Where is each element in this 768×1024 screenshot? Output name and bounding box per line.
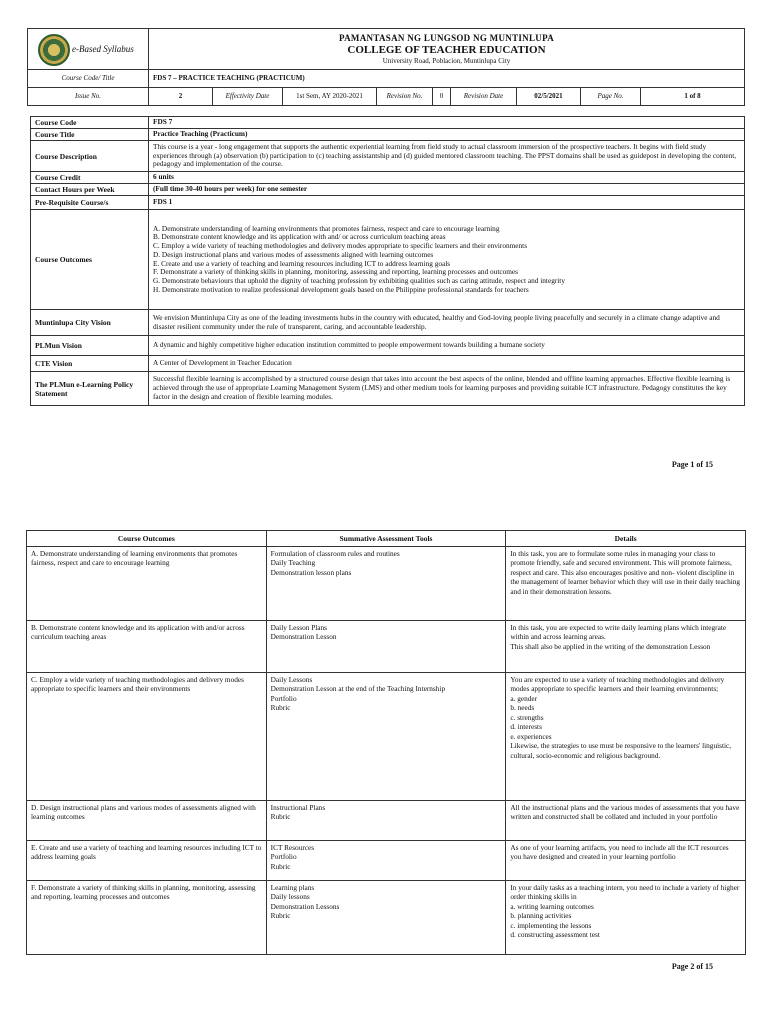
tools-cell xyxy=(266,841,506,881)
description-key: Course Description xyxy=(31,141,149,172)
course-title-info: Practice Teaching (Practicum) xyxy=(149,129,745,141)
table-row xyxy=(27,881,746,955)
course-code-info: FDS 7 xyxy=(149,117,745,129)
page-number: Page 2 of 15 xyxy=(671,962,713,971)
tool-item: Rubric xyxy=(270,911,291,921)
tool-item: Instructional Plans xyxy=(270,803,326,812)
table-row xyxy=(27,673,746,801)
course-code-value: FDS 7 – PRACTICE TEACHING (PRACTICUM) xyxy=(149,70,745,88)
detail-item: d. constructing assessment test xyxy=(510,930,600,940)
issue-label: Issue No. xyxy=(28,88,149,106)
course-info-table xyxy=(30,116,745,406)
column-header: Course Outcomes xyxy=(27,531,267,547)
tool-item: Demonstration Lesson at the end of the Teaching Internship xyxy=(270,684,446,694)
credit-key: Course Credit xyxy=(31,172,149,184)
outcome-cell: B. Demonstrate content knowledge and its application with and/or across curriculum teaching areas xyxy=(27,621,267,673)
table-row xyxy=(27,801,746,841)
page-number: Page 1 of 15 xyxy=(671,460,713,469)
tools-cell xyxy=(266,881,506,955)
outcome-item: E. Create and use a variety of teaching and learning resources including ICT to address learning goals xyxy=(153,258,451,268)
details-cell xyxy=(506,881,746,955)
detail-item: As one of your learning artifacts, you need to include all the ICT resources you have designed and created in your learning portfolio xyxy=(510,843,729,862)
university-name: PAMANTASAN NG LUNGSOD NG MUNTINLUPA xyxy=(339,32,554,43)
detail-item: In this task, you are expected to write daily learning plans which integrate within and across learning areas. xyxy=(510,623,727,642)
issue-value: 2 xyxy=(149,88,213,106)
page-value: 1 of 8 xyxy=(641,88,745,106)
outcome-cell: A. Demonstrate understanding of learning environments that promotes fairness, respect and care to encourage learning xyxy=(27,547,267,621)
detail-item: In your daily tasks as a teaching intern, you need to include a variety of higher order thinking skills in xyxy=(510,883,740,902)
page-2 xyxy=(0,520,768,1024)
tool-item: Daily lessons xyxy=(270,892,310,902)
outcome-item: C. Employ a wide variety of teaching methodologies and delivery modes appropriate to specific learners and their environments xyxy=(153,241,528,250)
outcome-item: D. Design instructional plans and various modes of assessments aligned with learning outcomes xyxy=(153,249,434,259)
outcome-cell: F. Demonstrate a variety of thinking skills in planning, monitoring, assessing and reporting, learning processes and outcomes xyxy=(27,881,267,955)
outcome-item: A. Demonstrate understanding of learning environments that promotes fairness, respect and care to encourage learning xyxy=(153,223,500,233)
logo-cell xyxy=(28,29,149,70)
outcome-item: H. Demonstrate motivation to realize professional development goals based on the Philippine professional standards for teachers xyxy=(153,284,529,294)
revision-value: 0 xyxy=(433,88,451,106)
tool-item: ICT Resources xyxy=(270,843,315,852)
effectivity-value: 1st Sem, AY 2020-2021 xyxy=(283,88,377,106)
tool-item: Rubric xyxy=(270,861,291,871)
outcome-cell: E. Create and use a variety of teaching and learning resources including ICT to address learning goals xyxy=(27,841,267,881)
logo-text: e-Based Syllabus xyxy=(72,44,134,54)
table-row xyxy=(27,547,746,621)
column-header: Summative Assessment Tools xyxy=(266,531,506,547)
course-title-key: Course Title xyxy=(31,129,149,141)
details-cell xyxy=(506,547,746,621)
table-row xyxy=(27,841,746,881)
outcome-cell: C. Employ a wide variety of teaching methodologies and delivery modes appropriate to specific learners and their environments xyxy=(27,673,267,801)
outcome-cell: D. Design instructional plans and various modes of assessments aligned with learning outcomes xyxy=(27,801,267,841)
outcomes-list xyxy=(149,210,745,310)
effectivity-label: Effectivity Date xyxy=(213,88,283,106)
tool-item: Demonstration Lessons xyxy=(270,901,340,911)
details-cell xyxy=(506,621,746,673)
plmun-vision-value: A dynamic and highly competitive higher education institution committed to people empowerment towards building a humane society xyxy=(149,336,745,356)
tool-item: Demonstration Lesson xyxy=(270,632,337,642)
tool-item: Portfolio xyxy=(270,852,297,862)
policy-value: Successful flexible learning is accomplished by a structured course design that takes into account the best aspects of the online, blended and offline learning approaches. Effective flexible learning is achieved through the use of appropriate Learning Management System (LMS) and other medium tools for learning purposes and providing suitable ICT infrastructure. Pedagogy constitutes the key factor in the design and creation of flexible learning modules. xyxy=(149,372,745,406)
tool-item: Rubric xyxy=(270,703,291,713)
course-code-label: Course Code/ Title xyxy=(28,70,149,88)
details-cell xyxy=(506,801,746,841)
cte-vision-value: A Center of Development in Teacher Education xyxy=(149,356,745,372)
details-cell xyxy=(506,841,746,881)
column-header: Details xyxy=(506,531,746,547)
revision-date-label: Revision Date xyxy=(451,88,517,106)
detail-item: In this task, you are to formulate some rules in managing your class to promote friendly, safe and secured environment. This will promote fairness, respect and care. This also encourages positive and non- violent discipline in the management of learner behavior which they will use in their daily teaching and in their demonstration lessons. xyxy=(510,549,741,596)
detail-item: e. experiences xyxy=(510,731,552,741)
contact-key: Contact Hours per Week xyxy=(31,184,149,196)
outcome-item: G. Demonstrate behaviours that uphold the dignity of teaching profession by exhibiting qualities such as caring attitude, respect and integrity xyxy=(153,276,565,285)
tools-cell xyxy=(266,673,506,801)
tools-cell xyxy=(266,547,506,621)
revision-label: Revision No. xyxy=(377,88,433,106)
detail-item: c. strengths xyxy=(510,712,544,722)
outcomes-assessment-table xyxy=(26,530,746,955)
detail-item: a. writing learning outcomes xyxy=(510,901,594,911)
policy-key: The PLMun e-Learning Policy Statement xyxy=(31,372,149,406)
detail-item: You are expected to use a variety of teaching methodologies and delivery modes appropriate to specific learners and their learning environments; xyxy=(510,675,725,694)
university-seal-icon xyxy=(38,34,70,66)
detail-item: d. interests xyxy=(510,722,542,732)
detail-item: a. gender xyxy=(510,693,538,703)
outcomes-key: Course Outcomes xyxy=(31,210,149,310)
tool-item: Daily Teaching xyxy=(270,558,316,568)
outcome-item: F. Demonstrate a variety of thinking skills in planning, monitoring, assessing and reporting, learning processes and outcomes xyxy=(153,267,519,277)
city-vision-key: Muntinlupa City Vision xyxy=(31,310,149,336)
detail-item: c. implementing the lessons xyxy=(510,920,592,930)
detail-item: All the instructional plans and the various modes of assessments that you have written and constructed shall be collated and included in your portfolio xyxy=(510,803,740,822)
city-vision-value: We envision Muntinlupa City as one of the leading investments hubs in the country with educated, healthy and God-loving people living peacefully and securely in a climate change adaptive and disaster resilient community under the rule of transparent, caring, and accountable leadership. xyxy=(149,310,745,336)
tool-item: Formulation of classroom rules and routines xyxy=(270,549,400,558)
tool-item: Learning plans xyxy=(270,883,315,892)
tool-item: Portfolio xyxy=(270,693,297,703)
tool-item: Demonstration lesson plans xyxy=(270,567,352,577)
detail-item: b. needs xyxy=(510,703,535,713)
description-value: This course is a year - long engagement that supports the authentic experiential learning from field study to actual classroom immersion of the prospective teachers. It begins with field study experiences through (a) observation (b) participation to (c) teaching assistantship and (d) guided mentored classroom teaching. The PPST domains shall be used as guidepost in developing the content, pedagogy and implementation of the course. xyxy=(149,141,745,172)
detail-item: This shall also be applied in the writing of the demonstration Lesson xyxy=(510,641,711,651)
contact-value: (Full time 30-40 hours per week) for one semester xyxy=(149,184,745,196)
tool-item: Daily Lesson Plans xyxy=(270,623,328,632)
page-label: Page No. xyxy=(581,88,641,106)
table-row xyxy=(27,621,746,673)
detail-item: Likewise, the strategies to use must be responsive to the learners' linguistic, cultural, socio-economic and religious background. xyxy=(510,741,732,760)
tools-cell xyxy=(266,801,506,841)
institution-block xyxy=(149,29,745,70)
outcome-item: B. Demonstrate content knowledge and its application with and/ or across curriculum teaching areas xyxy=(153,232,446,242)
prereq-value: FDS 1 xyxy=(149,196,745,210)
detail-item: b. planning activities xyxy=(510,911,572,921)
course-code-key: Course Code xyxy=(31,117,149,129)
tool-item: Daily Lessons xyxy=(270,675,313,684)
address: University Road, Poblacion, Muntinlupa City xyxy=(382,56,511,65)
revision-date-value: 02/5/2021 xyxy=(517,88,581,106)
syllabus-header xyxy=(27,28,745,106)
cte-vision-key: CTE Vision xyxy=(31,356,149,372)
prereq-key: Pre-Requisite Course/s xyxy=(31,196,149,210)
credit-value: 6 units xyxy=(149,172,745,184)
tool-item: Rubric xyxy=(270,812,291,822)
college-name: COLLEGE OF TEACHER EDUCATION xyxy=(347,43,546,56)
details-cell xyxy=(506,673,746,801)
table-header-row xyxy=(27,531,746,547)
tools-cell xyxy=(266,621,506,673)
page-1 xyxy=(0,0,768,470)
plmun-vision-key: PLMun Vision xyxy=(31,336,149,356)
